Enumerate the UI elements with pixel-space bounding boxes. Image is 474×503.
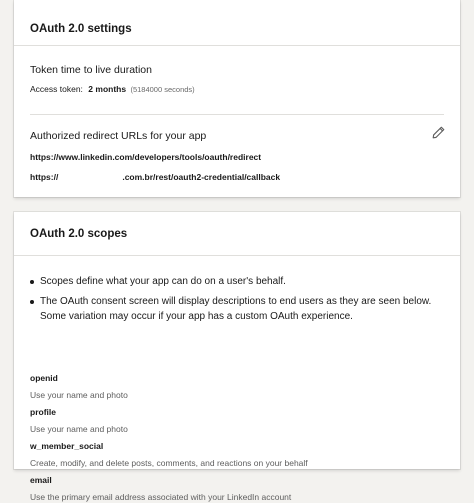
- oauth-scopes-title: OAuth 2.0 scopes: [30, 227, 128, 240]
- oauth-settings-title: OAuth 2.0 settings: [30, 22, 132, 35]
- oauth-scopes-card: [14, 212, 460, 502]
- access-token-value: 2 months: [88, 84, 127, 94]
- scope-name: profile: [30, 407, 56, 417]
- scope-name: openid: [30, 373, 58, 383]
- pencil-icon: [432, 126, 445, 139]
- token-ttl-title: Token time to live duration: [30, 64, 152, 76]
- scope-openid: [30, 372, 446, 401]
- scope-name: w_member_social: [30, 441, 104, 451]
- scope-description: Create, modify, and delete posts, comments, and reactions on your behalf: [30, 458, 308, 468]
- redirect-url-2-suffix: .com.br/rest/oauth2-credential/callback: [122, 172, 281, 182]
- scope-name: email: [30, 475, 52, 485]
- access-token-label: Access token:: [30, 84, 83, 94]
- scope-description: Use your name and photo: [30, 424, 128, 434]
- redirect-url-2-prefix: https://: [30, 172, 59, 182]
- edit-redirect-urls-button[interactable]: [430, 124, 446, 140]
- scope-w-member-social: [30, 440, 446, 469]
- scopes-info-list: [30, 274, 446, 329]
- scope-description: Use your name and photo: [30, 390, 128, 400]
- redirect-url-2: [30, 172, 280, 182]
- scope-email: [30, 474, 446, 503]
- scopes-info-item: The OAuth consent screen will display descriptions to end users as they are seen below. Some variation may occur if your app has a custom OAuth experience.: [30, 294, 446, 324]
- scope-profile: [30, 406, 446, 435]
- scope-description: Use the primary email address associated with your LinkedIn account: [30, 492, 292, 502]
- access-token-seconds: (5184000 seconds): [130, 85, 195, 94]
- oauth-settings-header: [14, 0, 460, 46]
- access-token-line: [30, 84, 195, 94]
- redirect-urls-title: Authorized redirect URLs for your app: [30, 130, 207, 142]
- oauth-settings-card: [14, 0, 460, 197]
- oauth-scopes-header: [14, 212, 460, 256]
- section-divider: [30, 114, 444, 115]
- scopes-info-item: Scopes define what your app can do on a user's behalf.: [30, 274, 446, 289]
- redirect-url-1: https://www.linkedin.com/developers/tools/oauth/redirect: [30, 152, 262, 162]
